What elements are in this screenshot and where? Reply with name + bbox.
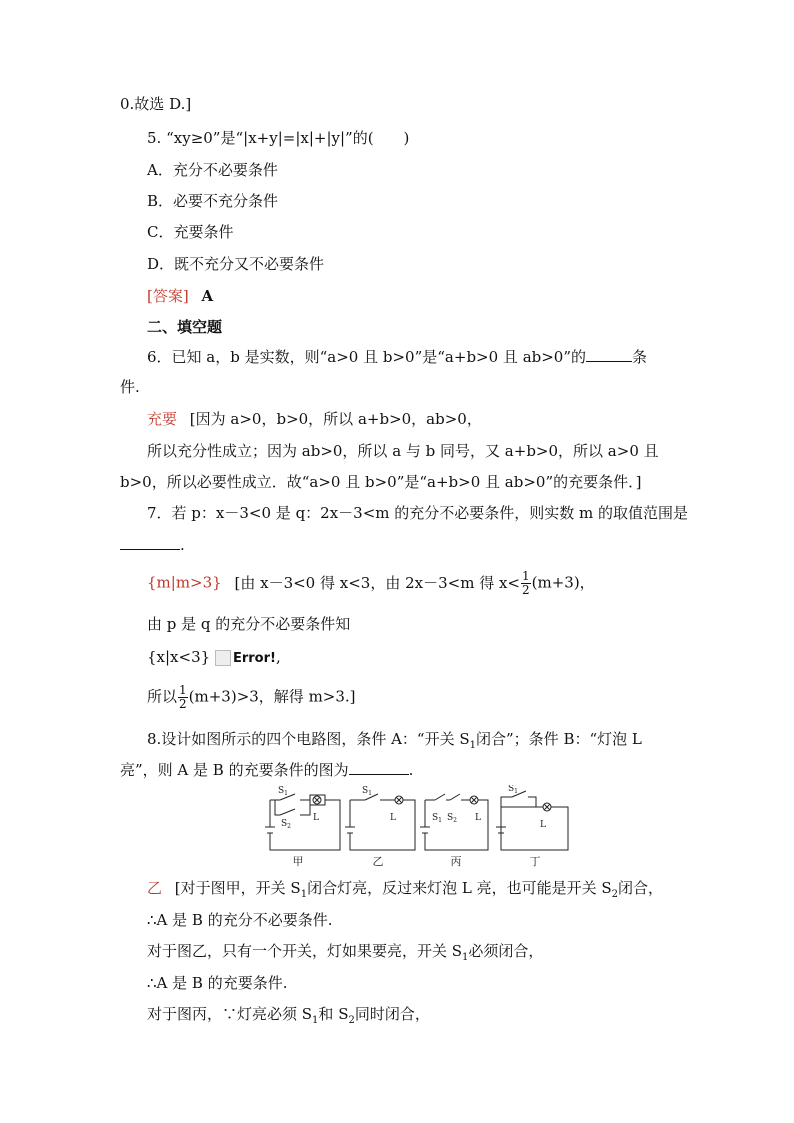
label-yi: 乙 bbox=[372, 855, 384, 868]
svg-text:S1: $S_1$ bbox=[362, 786, 372, 797]
q8-text-b: 必须闭合， bbox=[468, 942, 544, 960]
svg-text:S2: $S_2$ bbox=[447, 813, 457, 824]
svg-text:L: L bbox=[540, 820, 546, 830]
q8-text-a: 对于图乙，只有一个开关，灯如果要亮，开关 S bbox=[147, 942, 463, 960]
q8-blank bbox=[349, 760, 409, 775]
q5-number: 5. bbox=[147, 129, 162, 147]
subscript: 1 bbox=[312, 1015, 319, 1026]
subscript: 1 bbox=[462, 952, 469, 963]
q8-text: 8.设计如图所示的四个电路图，条件 A：“开关 S bbox=[147, 730, 470, 748]
q8-explanation-2: ∴A 是 B 的充分不必要条件. bbox=[147, 911, 333, 929]
q7-answer-value: {m|m>3} bbox=[147, 573, 222, 592]
fraction-numerator: 1 bbox=[522, 569, 530, 583]
label-ding: 丁 bbox=[529, 855, 541, 868]
q7-explanation-end: (m+3)， bbox=[531, 573, 595, 592]
q6-text: 6．已知 a，b 是实数，则“a>0 且 b>0”是“a+b>0 且 ab>0”的 bbox=[147, 348, 587, 366]
q8-text-b: 和 S bbox=[318, 1005, 349, 1023]
question-8 bbox=[147, 729, 642, 756]
q8-text-a: 对于图丙，∵灯亮必须 S bbox=[147, 1005, 313, 1023]
q5-option-a: A．充分不必要条件 bbox=[147, 161, 278, 179]
q6-text-end: 条 bbox=[632, 348, 648, 366]
q8-text-2: 亮”，则 A 是 B 的充要条件的图为 bbox=[120, 761, 349, 779]
comma: , bbox=[275, 648, 281, 666]
q7-explanation-2: 由 p 是 q 的充分不必要条件知 bbox=[147, 615, 351, 633]
subscript: 1 bbox=[300, 889, 308, 900]
q8-explanation: [对于图甲，开关 S bbox=[174, 879, 301, 897]
q7-blank bbox=[120, 535, 180, 550]
svg-text:S1: $S_1$ bbox=[432, 813, 442, 824]
circuit-yi bbox=[345, 794, 415, 850]
subscript: 1 bbox=[469, 740, 477, 751]
q8-period: . bbox=[408, 761, 414, 779]
svg-text:S1: $S_1$ bbox=[278, 786, 288, 797]
q7-explanation-4 bbox=[147, 684, 356, 711]
q5-text: “xy≥0”是“|x+y|=|x|+|y|”的( ) bbox=[166, 129, 410, 147]
question-5 bbox=[147, 128, 409, 148]
q8-text-c: 同时闭合， bbox=[354, 1005, 430, 1023]
q7-answer bbox=[147, 570, 595, 597]
q8-explanation-mid: 闭合灯亮，反过来灯泡 L 亮，也可能是开关 S bbox=[307, 879, 612, 897]
q7-line-2 bbox=[120, 535, 185, 555]
circuit-diagrams bbox=[260, 785, 570, 870]
q6-line-2: 件. bbox=[120, 378, 140, 396]
fraction bbox=[521, 570, 531, 597]
q8-text-end: 闭合”；条件 B：“灯泡 L bbox=[476, 730, 642, 748]
q5-option-d: D．既不充分又不必要条件 bbox=[147, 255, 325, 273]
q8-answer-value: 乙 bbox=[147, 879, 163, 897]
answer-value: A bbox=[201, 287, 214, 305]
q8-answer bbox=[147, 878, 663, 905]
set-notation: {x|x<3} bbox=[147, 648, 211, 666]
label-jia: 甲 bbox=[292, 855, 304, 868]
section-heading-fill-blank: 二、填空题 bbox=[147, 318, 223, 336]
subscript: 2 bbox=[611, 889, 618, 900]
q5-answer bbox=[147, 286, 213, 306]
error-field: Error! bbox=[232, 651, 276, 666]
svg-text:L: L bbox=[390, 813, 396, 823]
q8-explanation-3 bbox=[147, 941, 543, 968]
svg-text:L: L bbox=[475, 813, 481, 823]
q7-so: 所以 bbox=[147, 687, 178, 706]
label-bing: 丙 bbox=[450, 855, 462, 868]
fraction-numerator: 1 bbox=[179, 683, 187, 697]
svg-text:L: L bbox=[313, 813, 319, 823]
q8-line-2 bbox=[120, 760, 413, 780]
answer-label: [答案] bbox=[147, 287, 189, 305]
q7-explanation-3 bbox=[147, 647, 281, 669]
q7-conclusion: (m+3)>3，解得 m>3.] bbox=[188, 687, 356, 706]
circuit-jia bbox=[265, 794, 340, 850]
q7-explanation: [由 x－3<0 得 x<3，由 2x－3<m 得 x< bbox=[234, 573, 520, 592]
fraction-denominator: 2 bbox=[179, 697, 187, 711]
subscript: 2 bbox=[348, 1015, 355, 1026]
q5-option-b: B．必要不充分条件 bbox=[147, 192, 279, 210]
svg-text:S2: $S_2$ bbox=[281, 819, 291, 830]
fraction-denominator: 2 bbox=[522, 583, 530, 597]
q6-explanation: [因为 a>0，b>0，所以 a+b>0，ab>0， bbox=[189, 410, 482, 428]
q7-period: . bbox=[180, 536, 185, 554]
q8-explanation-4: ∴A 是 B 的充要条件. bbox=[147, 974, 288, 992]
circuit-ding bbox=[496, 791, 568, 850]
equation-placeholder-icon bbox=[215, 650, 231, 666]
q6-explanation-3: b>0，所以必要性成立．故“a>0 且 b>0”是“a+b>0 且 ab>0”的充要条件．] bbox=[120, 473, 642, 491]
q8-explanation-5 bbox=[147, 1004, 430, 1031]
question-6 bbox=[147, 347, 647, 367]
fraction bbox=[178, 684, 188, 711]
q8-explanation-end: 闭合， bbox=[618, 879, 664, 897]
q6-blank bbox=[586, 347, 632, 362]
svg-text:S1: $S_1$ bbox=[508, 785, 518, 795]
q5-option-c: C．充要条件 bbox=[147, 223, 234, 241]
q6-answer bbox=[147, 409, 482, 429]
question-7: 7．若 p：x－3<0 是 q：2x－3<m 的充分不必要条件，则实数 m 的取值范围是 bbox=[147, 504, 689, 522]
q6-explanation-2: 所以充分性成立；因为 ab>0，所以 a 与 b 同号，又 a+b>0，所以 a>0 且 bbox=[147, 442, 659, 460]
q6-answer-value: 充要 bbox=[147, 410, 178, 428]
line-prev-answer-end: 0.故选 D.] bbox=[120, 95, 192, 113]
